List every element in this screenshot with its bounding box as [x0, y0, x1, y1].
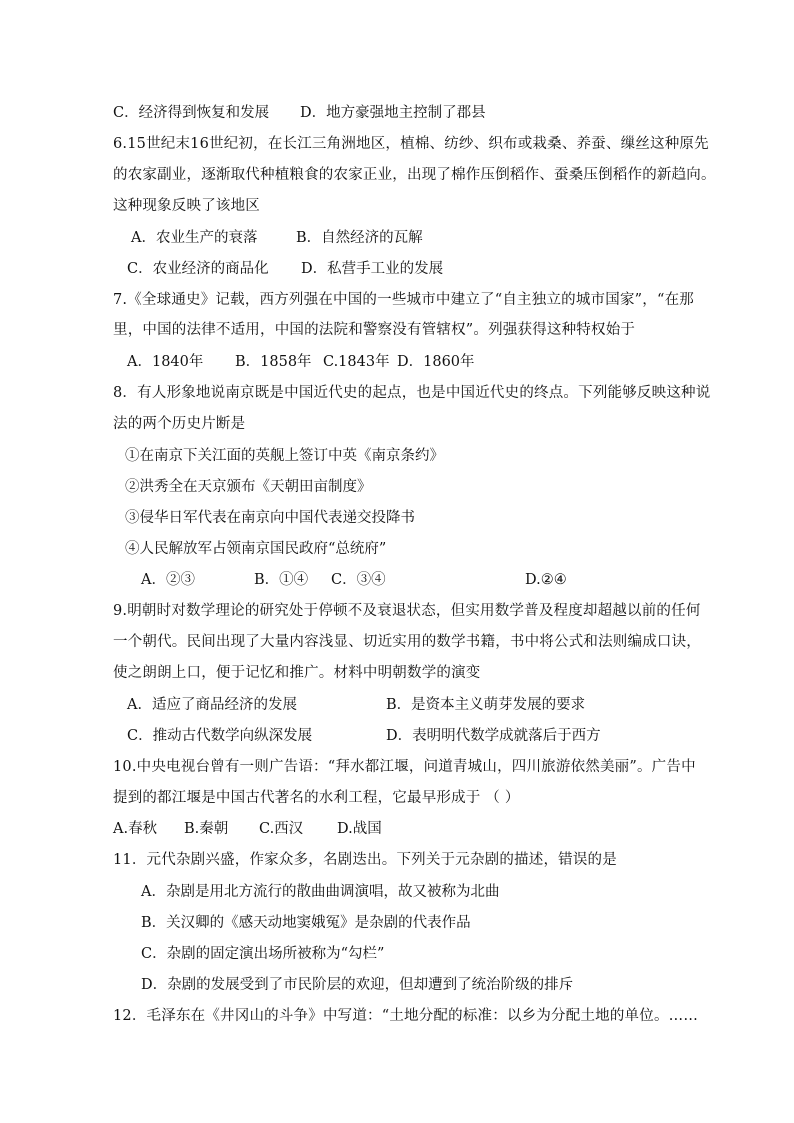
q7-stem-line-2: 里，中国的法律不适用，中国的法院和警察没有管辖权”。列强获得这种特权始于: [113, 322, 636, 338]
q7-stem-line-1: 7.《全球通史》记载，西方列强在中国的一些城市中建立了“自主独立的城市国家”，“在那: [113, 292, 694, 308]
q6-option-b: B．自然经济的瓦解: [296, 230, 423, 246]
q6-stem-line-2: 的农家副业，逐渐取代种植粮食的农家正业，出现了棉作压倒稻作、蚕桑压倒稻作的新趋向。: [113, 167, 716, 183]
q6-stem-line-3: 这种现象反映了该地区: [113, 198, 260, 214]
q11-option-b: B．关汉卿的《感天动地窦娥冤》是杂剧的代表作品: [141, 915, 471, 931]
q12-stem: 12．毛泽东在《井冈山的斗争》中写道：“土地分配的标准：以乡为分配土地的单位。……: [113, 1008, 699, 1024]
q6-option-d: D．私营手工业的发展: [301, 261, 444, 277]
q6-stem-line-1: 6.15世纪末16世纪初，在长江三角洲地区，植棉、纺纱、织布或栽桑、养蚕、缫丝这种原先: [113, 136, 709, 152]
q8-option-a: A．②③: [141, 572, 195, 588]
q9-option-b: B．是资本主义萌芽发展的要求: [386, 697, 586, 713]
q8-stem-line-1: 8．有人形象地说南京既是中国近代史的起点，也是中国近代史的终点。下列能够反映这种说: [113, 385, 711, 401]
q10-stem-line-1: 10.中央电视台曾有一则广告语：“拜水都江堰，问道青城山，四川旅游依然美丽”。广告中: [113, 759, 696, 775]
q10-option-a: A.春秋: [113, 821, 158, 837]
q5-option-c: C．经济得到恢复和发展: [113, 105, 270, 121]
q8-option-b: B．①④: [254, 572, 309, 588]
q7-option-d: D．1860年: [397, 354, 475, 370]
q8-item-4: ④人民解放军占领南京国民政府“总统府”: [125, 541, 387, 557]
q6-option-a: A．农业生产的衰落: [131, 230, 258, 246]
q8-option-c: C．③④: [331, 572, 386, 588]
q11-option-c: C．杂剧的固定演出场所被称为“勾栏”: [141, 946, 385, 962]
q9-stem-line-1: 9.明朝时对数学理论的研究处于停顿不及衰退状态，但实用数学普及程度却超越以前的任何: [113, 603, 701, 619]
q10-option-d: D.战国: [337, 821, 382, 837]
q11-stem: 11．元代杂剧兴盛，作家众多，名剧迭出。下列关于元杂剧的描述，错误的是: [113, 852, 617, 868]
q8-stem-line-2: 法的两个历史片断是: [113, 416, 246, 432]
q7-option-a: A．1840年: [127, 354, 204, 370]
q7-option-c: C.1843年: [323, 354, 390, 370]
q10-option-c: C.西汉: [259, 821, 304, 837]
q6-option-c: C．农业经济的商品化: [127, 261, 269, 277]
q9-stem-line-2: 一个朝代。民间出现了大量内容浅显、切近实用的数学书籍，书中将公式和法则编成口诀，: [113, 634, 701, 650]
q8-item-2: ②洪秀全在天京颁布《天朝田亩制度》: [125, 479, 372, 495]
q9-stem-line-3: 使之朗朗上口，便于记忆和推广。材料中明朝数学的演变: [113, 665, 481, 681]
q10-stem-line-2: 提到的都江堰是中国古代著名的水利工程，它最早形成于 （ ）: [113, 790, 520, 806]
q8-item-3: ③侵华日军代表在南京向中国代表递交投降书: [125, 510, 415, 526]
q8-item-1: ①在南京下关江面的英舰上签订中英《南京条约》: [125, 448, 444, 464]
q7-option-b: B．1858年: [235, 354, 312, 370]
q11-option-a: A．杂剧是用北方流行的散曲曲调演唱，故又被称为北曲: [141, 884, 500, 900]
q5-option-d: D．地方豪强地主控制了郡县: [300, 105, 486, 121]
q9-option-c: C．推动古代数学向纵深发展: [127, 728, 313, 744]
q8-option-d: D.②④: [525, 572, 567, 588]
q9-option-d: D．表明明代数学成就落后于西方: [386, 728, 601, 744]
q10-option-b: B.秦朝: [184, 821, 229, 837]
q11-option-d: D．杂剧的发展受到了市民阶层的欢迎，但却遭到了统治阶级的排斥: [141, 977, 574, 993]
q9-option-a: A．适应了商品经济的发展: [127, 697, 297, 713]
